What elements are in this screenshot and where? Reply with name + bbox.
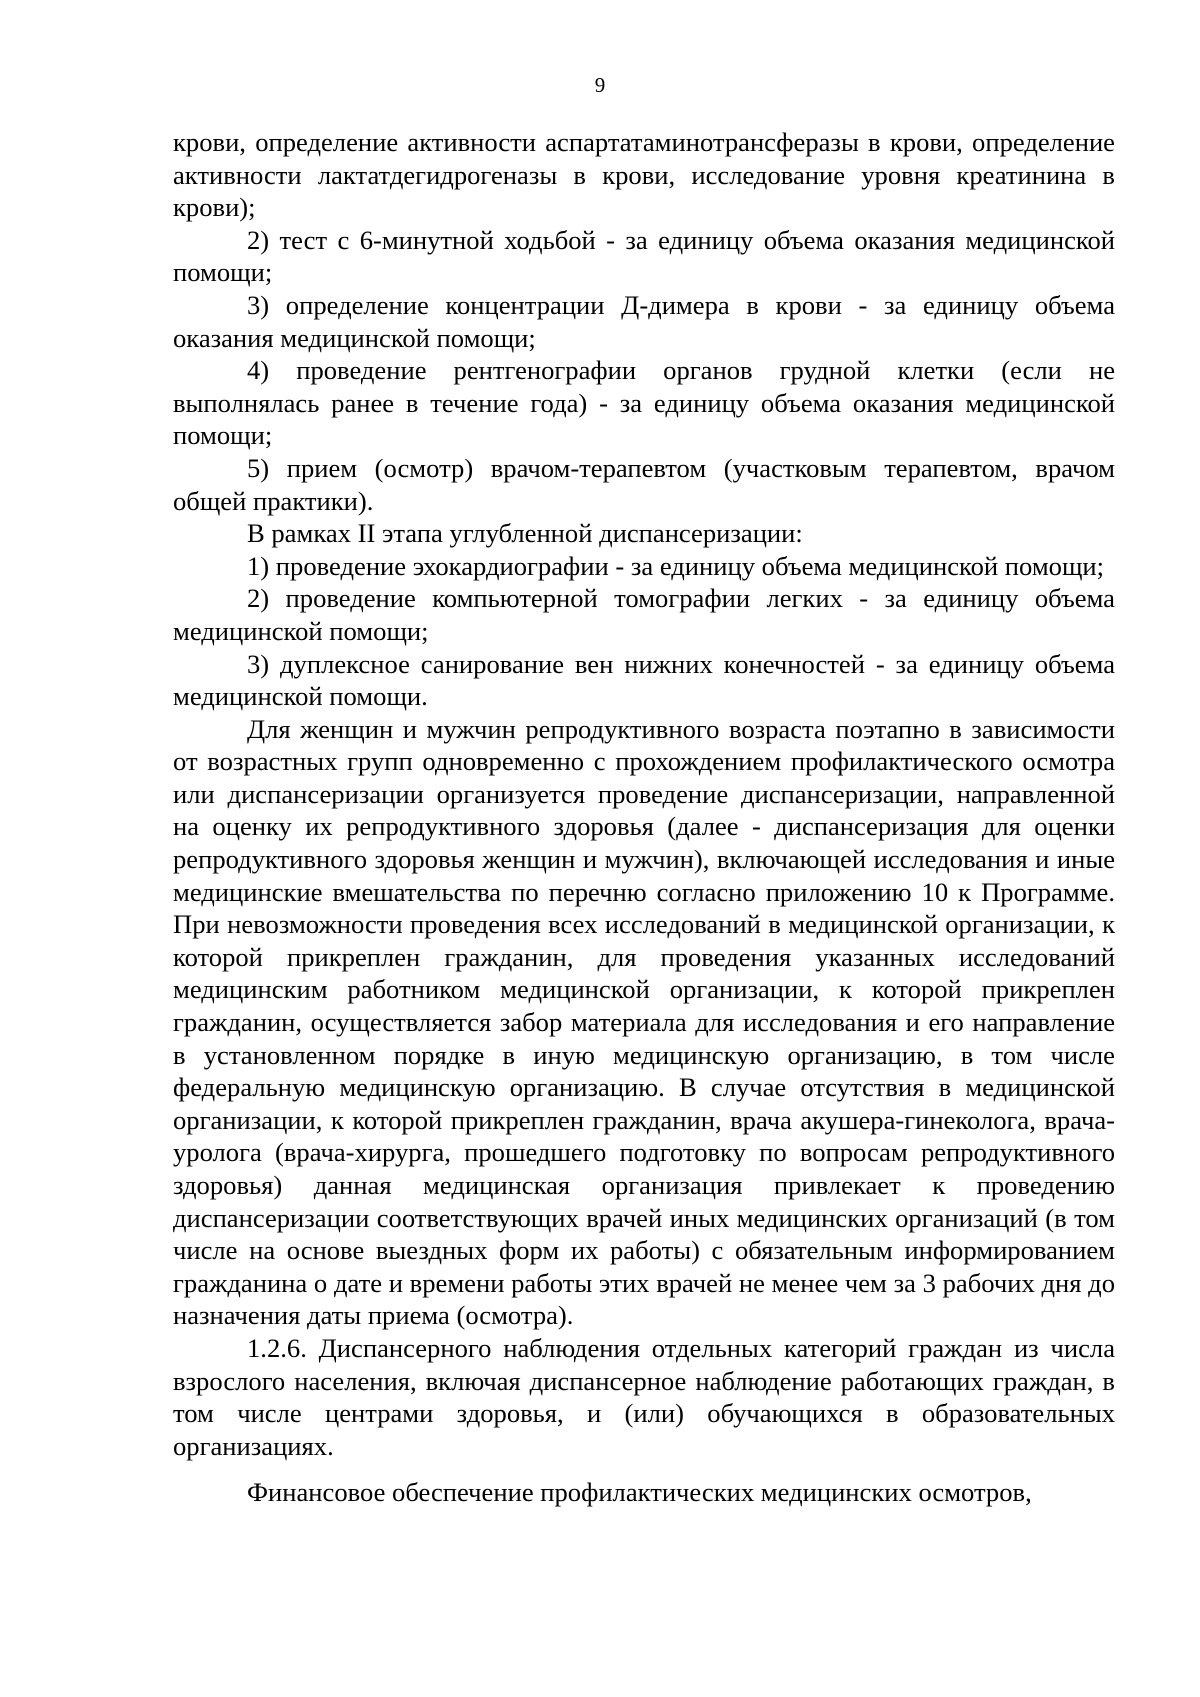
paragraph-reproductive-health: Для женщин и мужчин репродуктивного возраста поэтапно в зависимости от возрастных групп одновременно с прохождением профилактического осмотра или диспансеризации организуется проведение диспансеризации, направленной на оценку их репродуктивного здоровья (далее - диспансеризация для оценки репродуктивного здоровья женщин и мужчин), включающей исследования и иные медицинские вмешательства по перечню согласно приложению 10 к Программе. При невозможности проведения всех исследований в медицинской организации, к которой прикреплен гражданин, для проведения указанных исследований медицинским работником медицинской организации, к которой прикреплен гражданин, осуществляется забор материала для исследования и его направление в установленном порядке в иную медицинскую организацию, в том числе федеральную медицинскую организацию. В случае отсутствия в медицинской организации, к которой прикреплен гражданин, врача акушера-гинеколога, врача-уролога (врача-хирурга, прошедшего подготовку по вопросам репродуктивного здоровья) данная медицинская организация привлекает к проведению диспансеризации соответствующих врачей иных медицинских организаций (в том числе на основе выездных форм их работы) с обязательным информированием гражданина о дате и времени работы этих врачей не менее чем за 3 рабочих дня до назначения даты приема (осмотра). (173, 713, 1115, 1331)
page-number: 9 (594, 73, 606, 97)
paragraph-continuation: крови, определение активности аспартатаминотрансферазы в крови, определение активности лактатдегидрогеназы в крови, исследование уровня креатинина в крови); (173, 127, 1115, 223)
paragraph-section-1-2-6: 1.2.6. Диспансерного наблюдения отдельных категорий граждан из числа взрослого населения, включая диспансерное наблюдение работающих граждан, в том числе центрами здоровья, и (или) обучающихся в образовательных организациях. (173, 1332, 1115, 1461)
paragraph-stage-2-item-2: 2) проведение компьютерной томографии легких - за единицу объема медицинской помощи; (173, 583, 1115, 646)
document-body (173, 126, 1115, 1509)
paragraph-stage-2-heading: В рамках II этапа углубленной диспансеризации: (247, 518, 803, 549)
paragraph-stage-2-item-1: 1) проведение эхокардиографии - за единицу объема медицинской помощи; (247, 550, 1105, 581)
paragraph-stage-2-item-3: 3) дуплексное санирование вен нижних конечностей - за единицу объема медицинской помощи. (173, 648, 1115, 712)
paragraph-item-5-therapist: 5) прием (осмотр) врачом-терапевтом (участковым терапевтом, врачом общей практики). (173, 452, 1115, 516)
paragraph-item-2-walk-test: 2) тест с 6-минутной ходьбой - за единицу объема оказания медицинской помощи; (173, 224, 1115, 288)
paragraph-item-4-xray: 4) проведение рентгенографии органов грудной клетки (если не выполнялась ранее в течение года) - за единицу объема оказания медицинской помощи; (173, 355, 1115, 451)
paragraph-item-3-d-dimer: 3) определение концентрации Д-димера в крови - за единицу объема оказания медицинской помощи; (173, 289, 1115, 353)
paragraph-financing: Финансовое обеспечение профилактических медицинских осмотров, (247, 1477, 1032, 1508)
